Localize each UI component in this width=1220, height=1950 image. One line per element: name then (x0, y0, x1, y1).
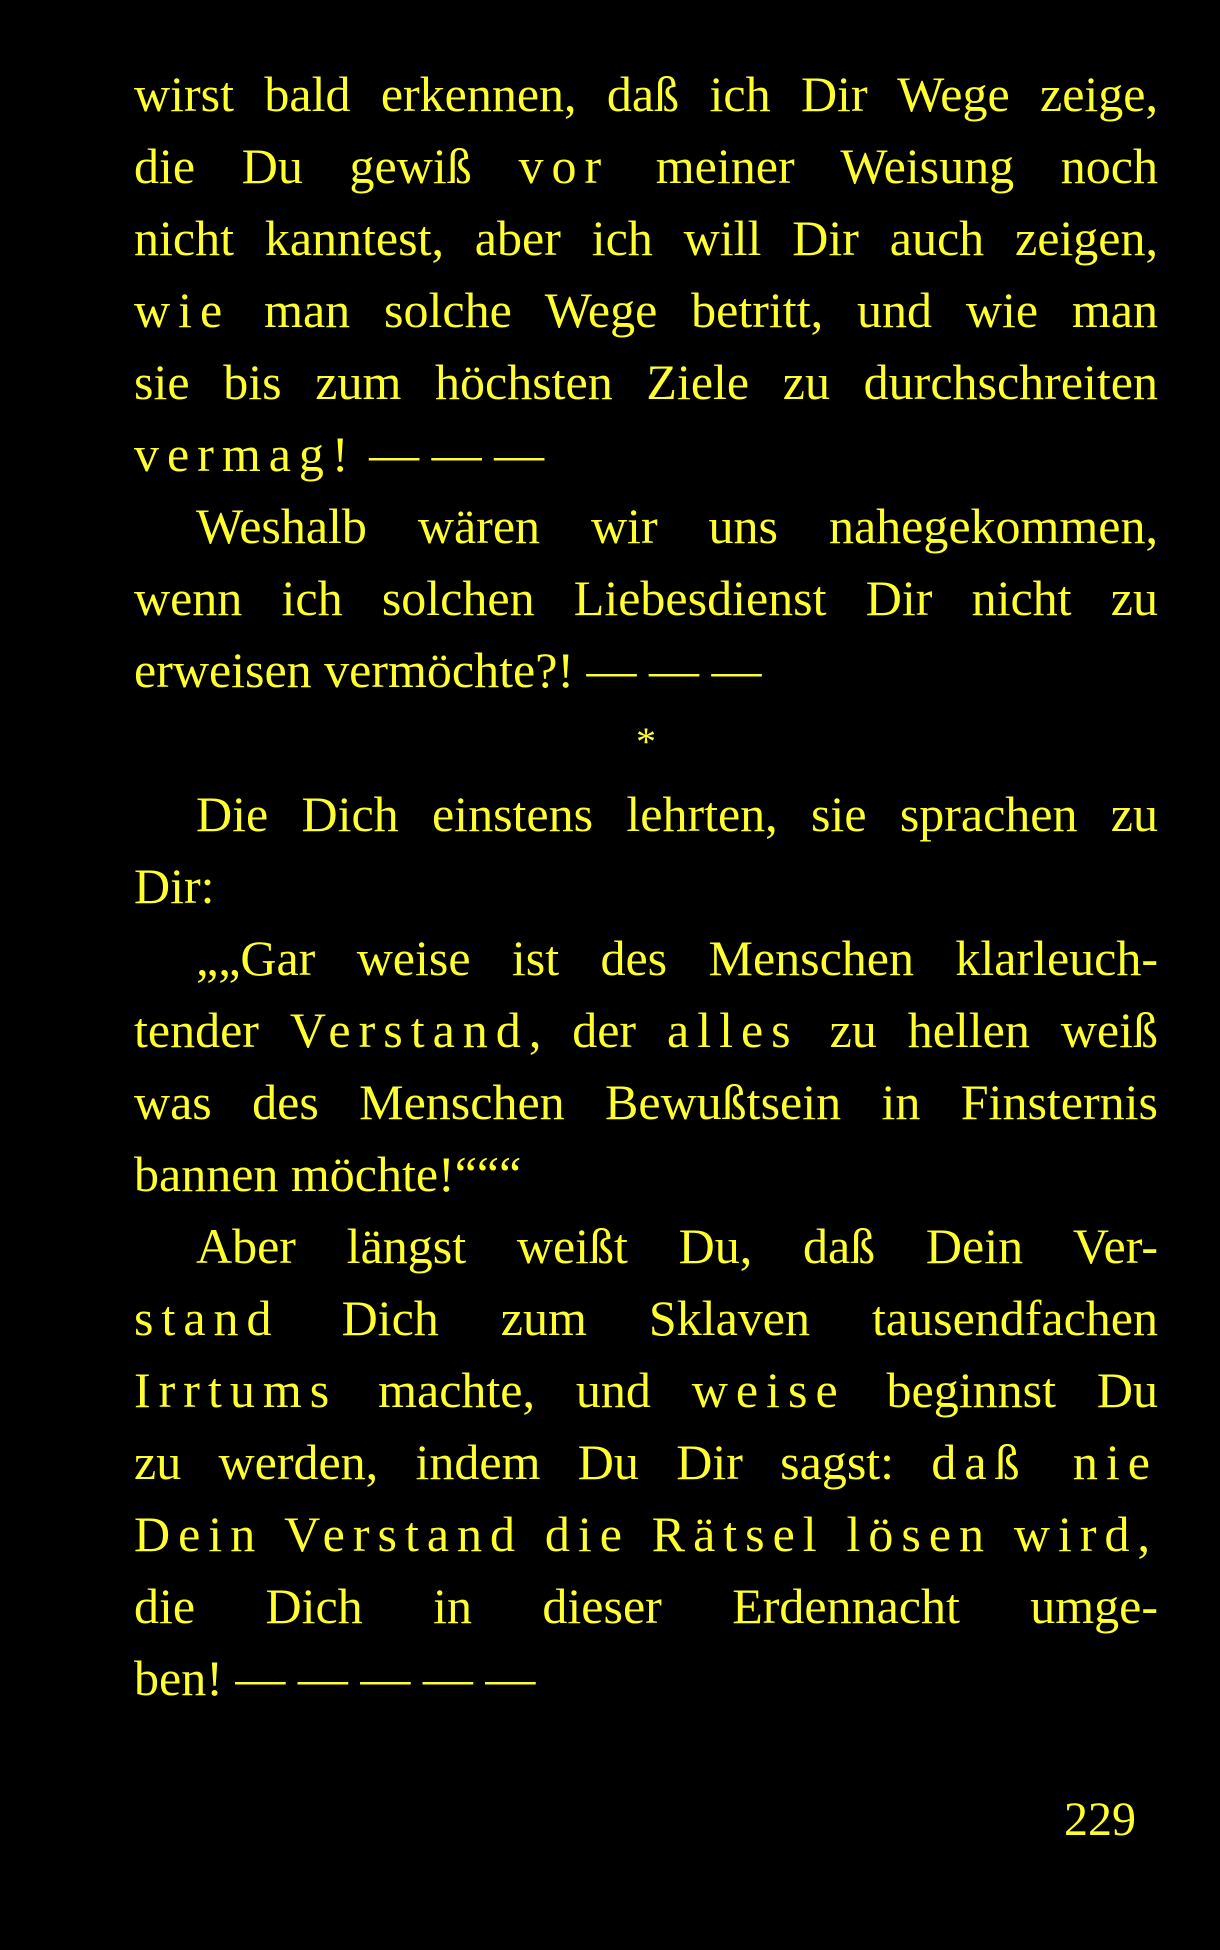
text-run: , der (528, 1002, 668, 1058)
text-run: erweisen vermöchte?! (134, 642, 575, 698)
text-line (134, 634, 1158, 706)
text-run: Aber längst weißt Du, daß Dein Ver- (196, 1218, 1158, 1274)
text-run: tender (134, 1002, 290, 1058)
dash-run: — — — (574, 642, 762, 698)
text-run: man solche Wege betritt, und wie man (230, 282, 1158, 338)
text-run: nicht kanntest, aber ich will Dir auch zeigen, (134, 210, 1158, 266)
text-run: „„Gar weise ist des Menschen klarleuch- (196, 930, 1158, 986)
text-run: sie bis zum höchsten Ziele zu durchschreiten (134, 354, 1158, 410)
text-run: zu hellen weiß (798, 1002, 1158, 1058)
text-line (134, 490, 1158, 562)
spaced-emphasis: vor (518, 138, 610, 194)
section-separator: * (636, 719, 656, 764)
text-run: Dich zum Sklaven tausendfachen (279, 1290, 1158, 1346)
text-line (134, 274, 1158, 346)
text-run: wenn ich solchen Liebesdienst Dir nicht zu (134, 570, 1158, 626)
text-line (134, 1426, 1158, 1498)
spaced-emphasis: daß nie (931, 1434, 1158, 1490)
text-run: bannen möchte!“““ (134, 1146, 522, 1202)
text-line (134, 1642, 1158, 1714)
text-line (134, 922, 1158, 994)
text-line (134, 1498, 1158, 1570)
text-line (134, 346, 1158, 418)
text-run: die Dich in dieser Erdennacht umge- (134, 1578, 1158, 1634)
text-line (134, 418, 1158, 490)
text-line (134, 1570, 1158, 1642)
dash-run: — — — (356, 426, 545, 482)
spaced-emphasis: alles (667, 1002, 799, 1058)
text-line (134, 1210, 1158, 1282)
spaced-emphasis: Irrtums (134, 1362, 338, 1418)
text-line (134, 1138, 1158, 1210)
text-run: beginnst Du (845, 1362, 1158, 1418)
text-run: machte, und (337, 1362, 692, 1418)
text-run: ben! (134, 1650, 223, 1706)
page-number: 229 (1064, 1793, 1136, 1846)
text-line (134, 850, 1158, 922)
text-run: meiner Weisung noch (609, 138, 1159, 194)
text-run: Weshalb wären wir uns nahegekommen, (196, 498, 1158, 554)
spaced-emphasis: wie (134, 282, 231, 338)
text-run: zu werden, indem Du Dir sagst: (134, 1434, 932, 1490)
text-run: die Du gewiß (134, 138, 519, 194)
text-line (134, 130, 1158, 202)
spaced-emphasis: weise (691, 1362, 846, 1418)
spaced-emphasis: vermag! (134, 426, 357, 482)
dash-run: — — — — — (222, 1650, 536, 1706)
text-line (134, 58, 1158, 130)
text-line (134, 1282, 1158, 1354)
text-line (134, 994, 1158, 1066)
text-column (134, 58, 1158, 1714)
text-run: was des Menschen Bewußtsein in Finsternis (134, 1074, 1158, 1130)
text-run: Die Dich einstens lehrten, sie sprachen zu (196, 786, 1158, 842)
text-line (134, 1066, 1158, 1138)
spaced-emphasis: stand (134, 1290, 280, 1346)
text-line (134, 202, 1158, 274)
text-run: wirst bald erkennen, daß ich Dir Wege zeige, (134, 66, 1158, 122)
text-line (134, 1354, 1158, 1426)
text-run: Dir: (134, 858, 215, 914)
spaced-emphasis: Verstand (289, 1002, 529, 1058)
text-line (134, 562, 1158, 634)
text-line (134, 778, 1158, 850)
spaced-emphasis: Dein Verstand die Rätsel lösen wird, (134, 1506, 1158, 1562)
